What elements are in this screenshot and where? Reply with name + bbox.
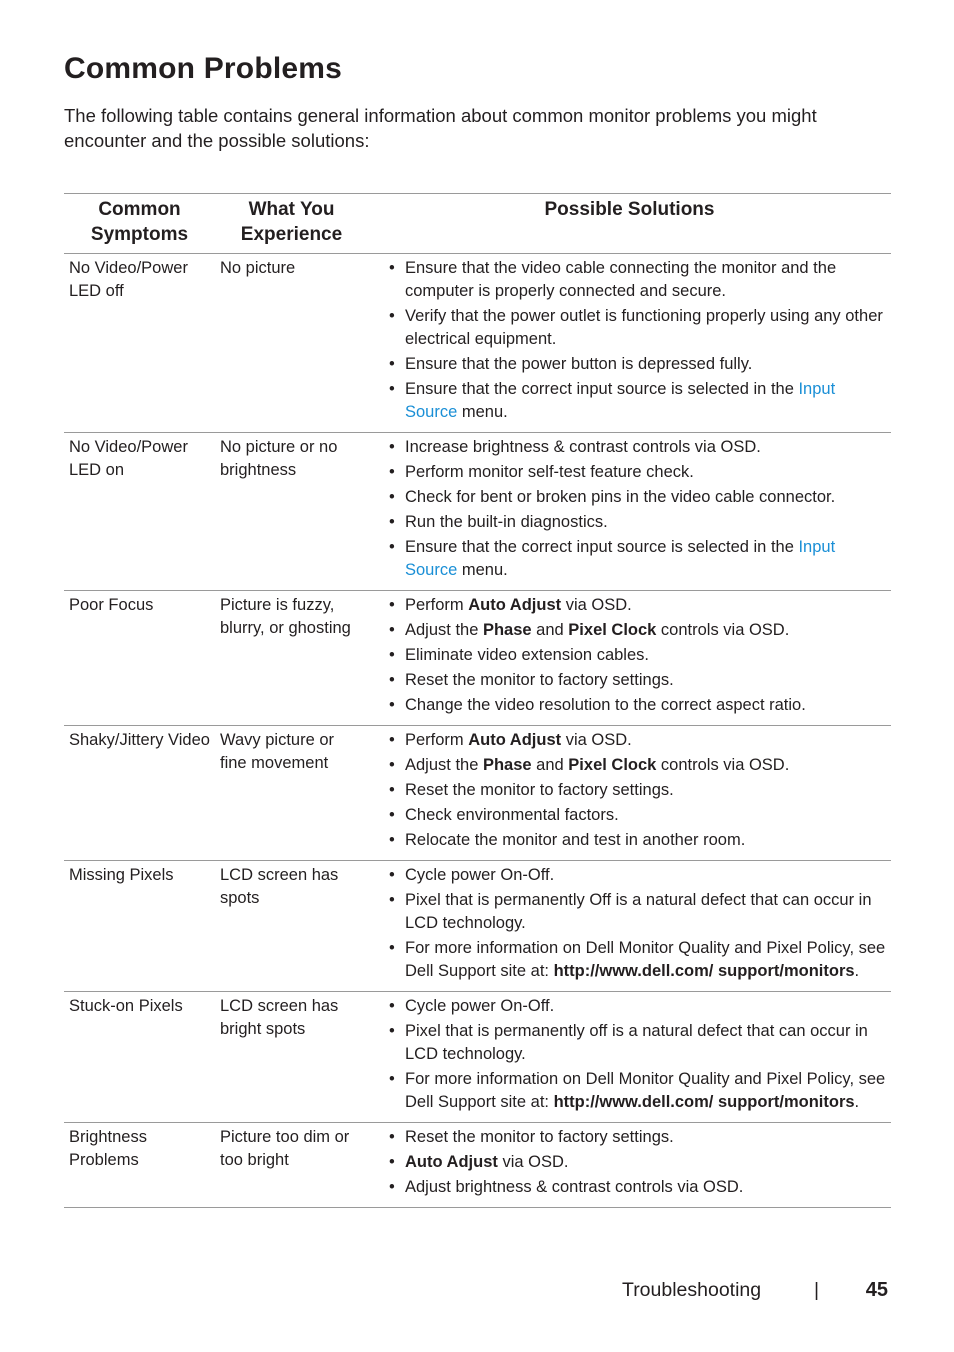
symptom-cell: Poor Focus (64, 591, 215, 726)
experience-cell: LCD screen has bright spots (215, 992, 368, 1123)
solution-item (405, 461, 887, 484)
symptom-cell: Missing Pixels (64, 861, 215, 992)
solution-text: Pixel that is permanently off is a natural defect that can occur in LCD technology. (405, 1022, 868, 1063)
common-problems-table (64, 193, 891, 1208)
solutions-list (373, 436, 887, 582)
solution-text: Reset the monitor to factory settings. (405, 1128, 674, 1146)
table-row (64, 861, 891, 992)
solution-text: via OSD. (497, 1153, 569, 1171)
solution-item (405, 937, 887, 983)
solution-text: Check environmental factors. (405, 806, 619, 824)
solution-item (405, 995, 887, 1018)
solution-item (405, 864, 887, 887)
experience-cell: LCD screen has spots (215, 861, 368, 992)
solutions-list (373, 257, 887, 424)
solutions-list (373, 594, 887, 717)
intro-paragraph: The following table contains general information about common monitor problems you might encounter and the possible solutions: (64, 105, 817, 151)
table-row (64, 992, 891, 1123)
symptom-cell: Brightness Problems (64, 1123, 215, 1208)
emphasis-text: Auto Adjust (468, 731, 562, 749)
solutions-list (373, 995, 887, 1114)
experience-cell: Wavy picture or fine movement (215, 726, 368, 861)
symptom-cell: Stuck-on Pixels (64, 992, 215, 1123)
solution-text: For more information on Dell Monitor Quality and Pixel Policy, see Dell Support site at: (405, 939, 886, 980)
solution-item (405, 829, 887, 852)
solution-item (405, 536, 887, 582)
solution-text: menu. (457, 561, 508, 579)
solutions-cell (368, 861, 891, 992)
solution-item (405, 594, 887, 617)
solution-text: Check for bent or broken pins in the video cable connector. (405, 488, 836, 506)
header-common-symptoms: Common Symptoms (64, 194, 215, 254)
footer-page-number: 45 (865, 1279, 888, 1301)
solution-text: controls via OSD. (656, 756, 790, 774)
solution-item (405, 754, 887, 777)
solution-text: Relocate the monitor and test in another room. (405, 831, 746, 849)
solution-item (405, 1151, 887, 1174)
solution-item (405, 804, 887, 827)
solutions-cell (368, 591, 891, 726)
header-what-you-experience: What You Experience (215, 194, 368, 254)
table-row (64, 254, 891, 433)
page-footer (622, 1279, 890, 1307)
solution-text: Ensure that the correct input source is selected in the (405, 380, 799, 398)
solution-item (405, 779, 887, 802)
solution-item (405, 644, 887, 667)
solution-text: Cycle power On-Off. (405, 997, 555, 1015)
solution-item (405, 694, 887, 717)
table-row (64, 433, 891, 591)
solutions-cell (368, 254, 891, 433)
solution-text: via OSD. (561, 596, 632, 614)
solution-text: Ensure that the correct input source is selected in the (405, 538, 799, 556)
solution-text: controls via OSD. (656, 621, 790, 639)
solution-text: menu. (457, 403, 508, 421)
table-row (64, 1123, 891, 1208)
table-row (64, 591, 891, 726)
symptom-cell: Shaky/Jittery Video (64, 726, 215, 861)
solution-text: Ensure that the video cable connecting the monitor and the computer is properly connected and secure. (405, 259, 837, 300)
solutions-cell (368, 1123, 891, 1208)
solution-text: For more information on Dell Monitor Quality and Pixel Policy, see Dell Support site at: (405, 1070, 886, 1111)
solution-item (405, 619, 887, 642)
solution-item (405, 436, 887, 459)
experience-cell: No picture or no brightness (215, 433, 368, 591)
experience-cell: Picture is fuzzy, blurry, or ghosting (215, 591, 368, 726)
input-source-link[interactable]: Input Source (405, 380, 836, 421)
input-source-link[interactable]: Input Source (405, 538, 836, 579)
table-header-row (64, 194, 891, 254)
solution-text: Verify that the power outlet is functioning properly using any other electrical equipment. (405, 307, 883, 348)
solution-text: Adjust the (405, 756, 483, 774)
solution-item (405, 305, 887, 351)
solution-text: Perform (405, 596, 469, 614)
solution-item (405, 1176, 887, 1199)
emphasis-text: Auto Adjust (405, 1153, 498, 1171)
table-body (64, 254, 891, 1208)
solution-text: Run the built-in diagnostics. (405, 513, 608, 531)
solutions-cell (368, 433, 891, 591)
solution-text: Change the video resolution to the correct aspect ratio. (405, 696, 806, 714)
solution-text: . (854, 1093, 860, 1111)
emphasis-text: http://www.dell.com/ support/monitors (553, 962, 855, 980)
footer-separator: | (814, 1279, 820, 1301)
solution-text: Eliminate video extension cables. (405, 646, 649, 664)
table-row (64, 726, 891, 861)
solution-item (405, 486, 887, 509)
solution-text: Reset the monitor to factory settings. (405, 671, 674, 689)
emphasis-text: Pixel Clock (568, 621, 657, 639)
experience-cell: Picture too dim or too bright (215, 1123, 368, 1208)
emphasis-text: http://www.dell.com/ support/monitors (553, 1093, 855, 1111)
solution-text: and (531, 621, 569, 639)
solution-text: Ensure that the power button is depressed fully. (405, 355, 753, 373)
solution-item (405, 378, 887, 424)
solutions-list (373, 1126, 887, 1199)
solutions-list (373, 729, 887, 852)
solution-text: Adjust the (405, 621, 483, 639)
solution-text: Adjust brightness & contrast controls via OSD. (405, 1178, 744, 1196)
solution-text: Reset the monitor to factory settings. (405, 781, 674, 799)
footer-section-name: Troubleshooting (622, 1279, 762, 1301)
emphasis-text: Pixel Clock (568, 756, 657, 774)
solution-item (405, 1068, 887, 1114)
solution-item (405, 669, 887, 692)
header-possible-solutions: Possible Solutions (368, 194, 891, 254)
emphasis-text: Phase (482, 621, 532, 639)
solutions-list (373, 864, 887, 983)
solution-item (405, 257, 887, 303)
solution-text: . (854, 962, 860, 980)
emphasis-text: Phase (482, 756, 532, 774)
solution-text: Increase brightness & contrast controls via OSD. (405, 438, 761, 456)
solution-item (405, 1126, 887, 1149)
solution-text: and (531, 756, 569, 774)
solution-item (405, 889, 887, 935)
symptom-cell: No Video/Power LED on (64, 433, 215, 591)
solutions-cell (368, 726, 891, 861)
emphasis-text: Auto Adjust (468, 596, 562, 614)
solution-text: via OSD. (561, 731, 632, 749)
solution-item (405, 511, 887, 534)
solution-text: Pixel that is permanently Off is a natural defect that can occur in LCD technology. (405, 891, 872, 932)
page-title: Common Problems (64, 52, 343, 85)
experience-cell: No picture (215, 254, 368, 433)
solution-item (405, 729, 887, 752)
solution-text: Cycle power On-Off. (405, 866, 555, 884)
solution-item (405, 353, 887, 376)
solution-text: Perform (405, 731, 469, 749)
solution-item (405, 1020, 887, 1066)
symptom-cell: No Video/Power LED off (64, 254, 215, 433)
solution-text: Perform monitor self-test feature check. (405, 463, 694, 481)
solutions-cell (368, 992, 891, 1123)
